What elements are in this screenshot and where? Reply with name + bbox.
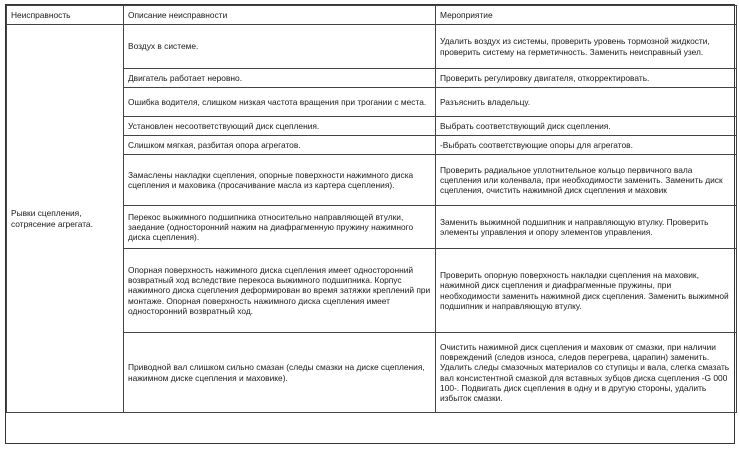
action-cell: Проверить опорную поверхность накладки сцепления на маховик, нажимной диск сцепления и диафрагменные пружины, при необходимости заменить нажимной диск сцепления. Заменить выжимной подшипник и направляющую втулку. [436, 249, 737, 333]
description-cell: Установлен несоответствующий диск сцепления. [124, 117, 436, 136]
action-cell: Заменить выжимной подшипник и направляющую втулку. Проверить элементы управления и опору элементов управления. [436, 206, 737, 249]
header-description: Описание неисправности [124, 6, 436, 25]
description-cell: Перекос выжимного подшипника относительно направляющей втулки, заедание (односторонний нажим на диафрагменную пружину нажимного диска сцепления). [124, 206, 436, 249]
description-cell: Приводной вал слишком сильно смазан (следы смазки на диске сцепления, нажимном диске сцепления и маховике). [124, 333, 436, 413]
header-action: Мероприятие [436, 6, 737, 25]
fault-table [6, 5, 737, 413]
description-cell: Ошибка водителя, слишком низкая частота вращения при трогании с места. [124, 88, 436, 117]
description-cell: Двигатель работает неровно. [124, 69, 436, 88]
action-cell: Выбрать соответствующий диск сцепления. [436, 117, 737, 136]
action-cell: Проверить регулировку двигателя, откорректировать. [436, 69, 737, 88]
description-cell: Слишком мягкая, разбитая опора агрегатов. [124, 136, 436, 155]
action-cell: Удалить воздух из системы, проверить уровень тормозной жидкости, проверить систему на герметичность. Заменить неисправный узел. [436, 25, 737, 69]
action-cell: Очистить нажимной диск сцепления и маховик от смазки, при наличии повреждений (следов износа, следов перегрева, царапин) заменить. Удалить следы смазочных материалов со ступицы и вала, слегка смазать вал консистентной смазкой для вставных зубцов диска сцепления -G 000 100-. Подвигать диск сцепления в одну и в другую стороны, удалить избыток смазки. [436, 333, 737, 413]
fault-table-sheet [5, 4, 735, 444]
description-cell: Воздух в системе. [124, 25, 436, 69]
fault-cell: Рывки сцепления, сотрясение агрегата. [7, 25, 124, 413]
header-row [7, 6, 737, 25]
table-row [7, 25, 737, 69]
header-fault: Неисправность [7, 6, 124, 25]
description-cell: Опорная поверхность нажимного диска сцепления имеет односторонний возвратный ход вследствие перекоса выжимного подшипника. Корпус нажимного диска сцепления деформирован во время затяжки креплений при монтаже. Опорная поверхность нажимного диска сцепления имеет односторонний возвратный ход. [124, 249, 436, 333]
description-cell: Замаслены накладки сцепления, опорные поверхности нажимного диска сцепления и маховика (просачивание масла из картера сцепления). [124, 155, 436, 206]
action-cell: Разъяснить владельцу. [436, 88, 737, 117]
action-cell: Проверить радиальное уплотнительное кольцо первичного вала сцепления или коленвала, при необходимости заменить. Заменить диск сцепления, очистить нажимной диск сцепления и маховик [436, 155, 737, 206]
action-cell: -Выбрать соответствующие опоры для агрегатов. [436, 136, 737, 155]
